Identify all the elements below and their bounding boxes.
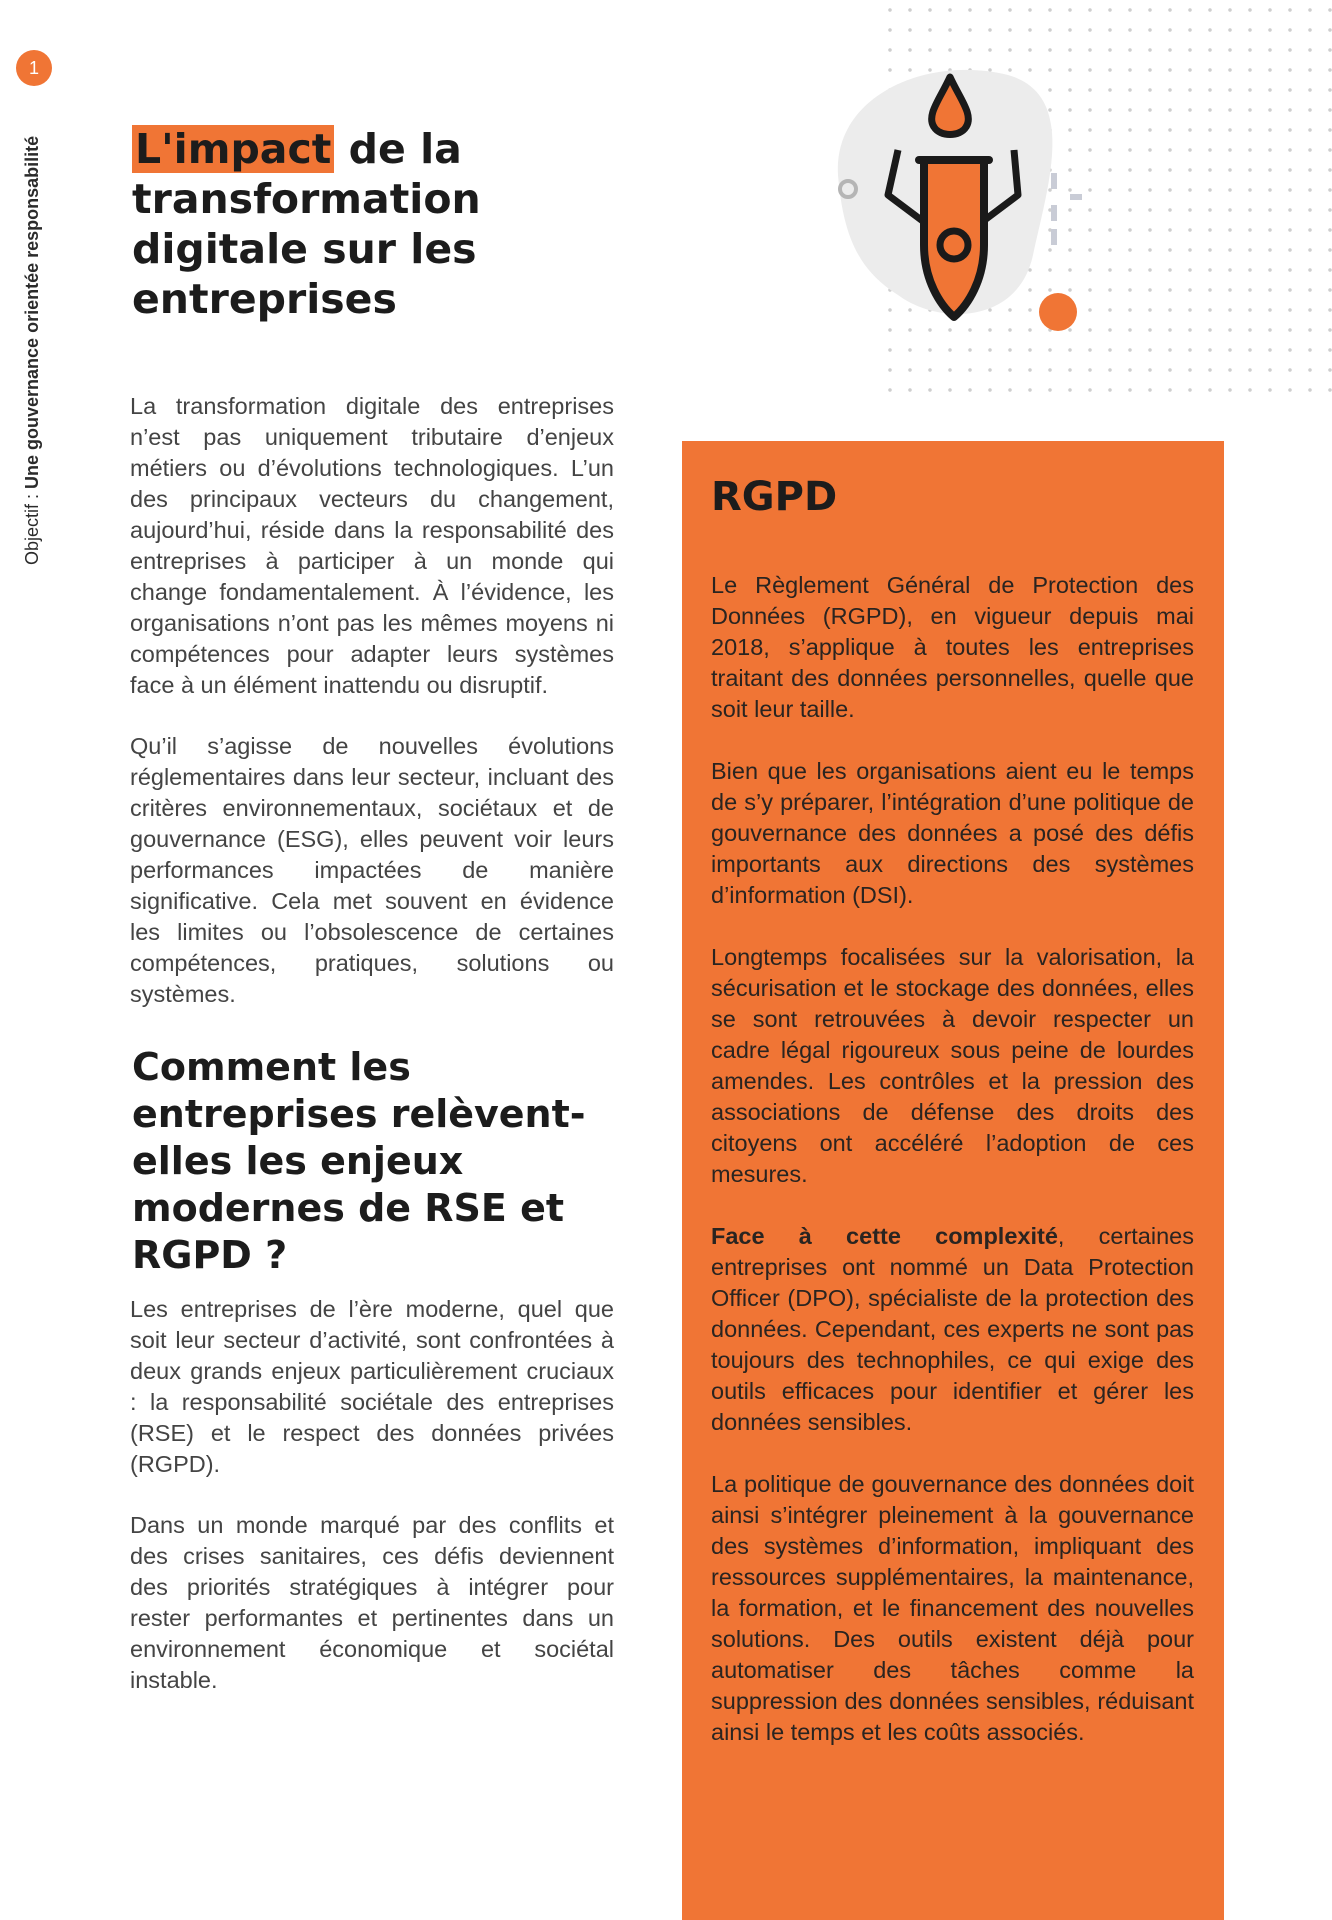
side-label-prefix: Objectif : <box>22 488 42 565</box>
rgpd-paragraph-3: Longtemps focalisées sur la valorisation, la sécurisation et le stockage des données, elles se sont retrouvées à devoir respecter un cadre légal rigoureux sous peine de lourdes amendes. Les contrôles et la pression des associations de défense des droits des citoyens ont accéléré l’adoption de ces mesures. <box>711 944 1194 1187</box>
section-text <box>130 1294 614 1726</box>
intro-paragraph-1: La transformation digitale des entreprises n’est pas uniquement tributaire d’enjeux métiers ou d’évolutions technologiques. L’un des principaux vecteurs du changement, aujourd’hui, réside dans la responsabilité des entreprises à participer à un monde qui change fondamentalement. À l’évidence, les organisations n’ont pas les mêmes moyens ni compétences pour adapter leurs systèmes face à un élément inattendu ou disruptif. <box>130 393 614 698</box>
rgpd-paragraph-4-rest: , certaines entreprises ont nommé un Data Protection Officer (DPO), spécialiste de la protection des données. Cependant, ces experts ne sont pas toujours des technophiles, ce qui exige des outils efficaces pour identifier et gérer les données sensibles. <box>711 1223 1194 1435</box>
title-rest: de la transformation digitale sur les entreprises <box>132 125 481 323</box>
section-paragraph-1: Les entreprises de l’ère moderne, quel que soit leur secteur d’activité, sont confrontées à deux grands enjeux particulièrement cruciaux : la responsabilité sociétale des entreprises (RSE) et le respect des données privées (RGPD). <box>130 1296 614 1477</box>
section-title: Comment les entreprises relèvent-elles les enjeux modernes de RSE et RGPD ? <box>132 1045 586 1277</box>
side-label <box>22 136 43 565</box>
page-title <box>132 124 612 324</box>
rgpd-paragraph-5: La politique de gouvernance des données doit ainsi s’intégrer pleinement à la gouvernance des systèmes d’information, impliquant des ressources supplémentaires, la maintenance, la formation, et le financement des nouvelles solutions. Des outils existent déjà pour automatiser des tâches comme la suppression des données sensibles, réduisant ainsi le temps et les coûts associés. <box>711 1471 1194 1745</box>
rgpd-paragraph-4 <box>711 1221 1194 1438</box>
title-highlight: L'impact <box>132 125 334 173</box>
side-label-bold: Une gouvernance orientée responsabilité <box>22 135 42 489</box>
rgpd-paragraph-2: Bien que les organisations aient eu le temps de s’y préparer, l’intégration d’une politique de gouvernance des données a posé des défis importants aux directions des systèmes d’information (DSI). <box>711 758 1194 908</box>
orange-dot <box>1039 293 1077 331</box>
section-paragraph-2: Dans un monde marqué par des conflits et des crises sanitaires, ces défis deviennent des priorités stratégiques à intégrer pour rester performantes et pertinentes dans un environnement économique et sociétal instable. <box>130 1512 614 1693</box>
rgpd-title: RGPD <box>711 474 838 520</box>
intro-text <box>130 391 614 1040</box>
rgpd-paragraph-1: Le Règlement Général de Protection des Données (RGPD), en vigueur depuis mai 2018, s’applique à toutes les entreprises traitant des données personnelles, quelle que soit leur taille. <box>711 572 1194 722</box>
intro-paragraph-2: Qu’il s’agisse de nouvelles évolutions réglementaires dans leur secteur, incluant des critères environnementaux, sociétaux et de gouvernance (ESG), elles peuvent voir leurs performances impactées de manière significative. Cela met souvent en évidence les limites ou l’obsolescence de certaines compétences, pratiques, solutions ou systèmes. <box>130 733 614 1007</box>
rocket-icon <box>818 55 1118 345</box>
rgpd-paragraph-4-bold: Face à cette complexité <box>711 1223 1058 1249</box>
rocket-window <box>940 231 968 259</box>
rgpd-box <box>682 441 1224 1920</box>
page-number-badge: 1 <box>16 50 52 86</box>
